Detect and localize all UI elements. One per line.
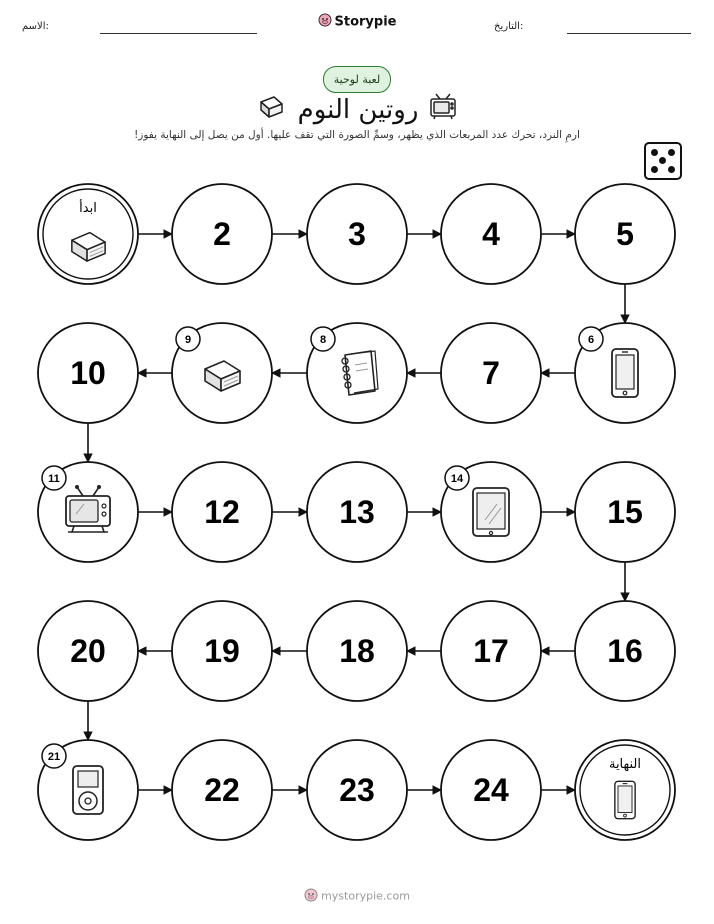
phone-icon [612,349,638,397]
board-space-6[interactable] [575,323,675,423]
space-number: 17 [473,633,509,669]
footer-url: mystorypie.com [321,889,410,903]
space-number: 20 [70,633,106,669]
game-type-badge: لعبة لوحية [323,66,391,93]
board-space-12[interactable] [172,462,272,562]
space-number: 9 [184,334,192,346]
title-text: روتين النوم [297,95,419,125]
board-space-22[interactable] [172,740,272,840]
date-label: التاريخ: [494,21,524,32]
board-space-17[interactable] [441,601,541,701]
space-number: 23 [339,772,375,808]
space-number: 13 [339,494,375,530]
board-space-21[interactable] [38,740,138,840]
board-space-start[interactable] [38,184,138,284]
board-space-23[interactable] [307,740,407,840]
space-number: 4 [482,216,500,252]
board-space-3[interactable] [307,184,407,284]
space-number: 3 [348,216,366,252]
brand-name: Storypie [334,14,397,30]
board-space-18[interactable] [307,601,407,701]
space-number: 22 [204,772,240,808]
board-space-4[interactable] [441,184,541,284]
phone-icon [615,781,635,818]
space-number: 8 [319,334,327,346]
board-space-19[interactable] [172,601,272,701]
space-number: 18 [339,633,375,669]
space-number: 2 [213,216,231,252]
instructions-text: ارمِ النرد، تحرك عدد المربعات الذي يظهر، وسمِّ الصورة التي تقف عليها. أول من يصل إلى النهاية يفوز! [134,129,580,141]
board-space-13[interactable] [307,462,407,562]
board-space-9[interactable] [172,323,272,423]
footer [0,888,714,905]
space-number: 15 [607,494,643,530]
space-number: 21 [47,751,61,763]
space-number: 5 [616,216,634,252]
start-label: ابدأ [79,201,97,216]
board-space-15[interactable] [575,462,675,562]
space-number: 10 [70,355,106,391]
board-space-8[interactable] [307,323,407,423]
tablet-icon [473,488,509,536]
space-number: 11 [48,473,60,485]
space-number: 12 [204,494,240,530]
end-label: النهاية [608,757,642,772]
board-space-end[interactable] [575,740,675,840]
board-space-16[interactable] [575,601,675,701]
board-space-2[interactable] [172,184,272,284]
name-label: الاسم: [22,21,49,32]
space-number: 7 [482,355,500,391]
space-number: 16 [607,633,643,669]
space-number: 19 [204,633,240,669]
board-space-14[interactable] [441,462,541,562]
board-space-24[interactable] [441,740,541,840]
board-space-11[interactable] [38,462,138,562]
space-number: 14 [450,473,464,485]
footer-pig-icon [304,888,318,905]
music-player-icon [73,766,103,814]
space-number: 24 [473,772,509,808]
board-space-7[interactable] [441,323,541,423]
board-space-10[interactable] [38,323,138,423]
space-number: 6 [587,334,595,346]
board-space-5[interactable] [575,184,675,284]
board-space-20[interactable] [38,601,138,701]
